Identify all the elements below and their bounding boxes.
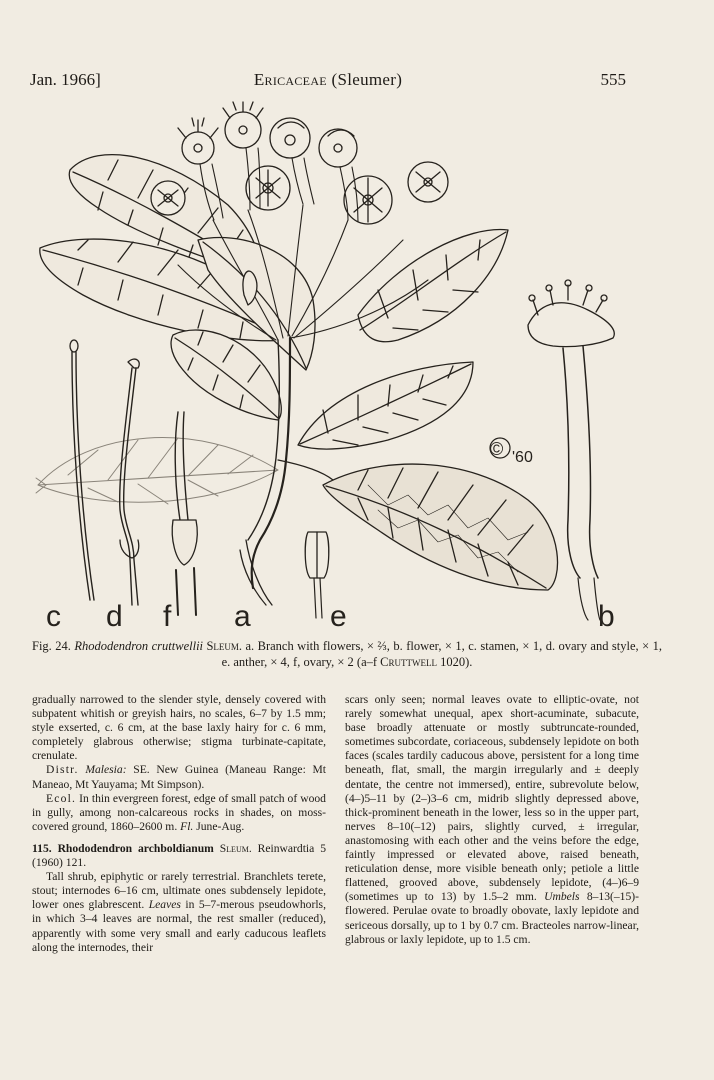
ecol-text: In thin evergreen forest, edge of small patch of wood in gully, among non-calcareous rocks in shades, on moss-covered ground, 1860–2600 m. [32, 791, 326, 833]
species-author: Sleum. [219, 841, 252, 855]
flower-1 [178, 118, 218, 164]
leaf-upper-right [358, 230, 508, 342]
leaves-text: in 5–7-merous pseudowhorls, in which 3–4 leaves are normal, the rest smaller (reduced), apparently with some very small and early caducous leaflets along the internodes, their [32, 898, 326, 954]
species-heading [32, 842, 326, 870]
flower-7 [408, 162, 448, 202]
label-e: e [330, 600, 347, 630]
artist-year: '60 [512, 449, 533, 466]
habit-text: Tall shrub, epiphytic or rarely terrestrial. Branchlets terete, stout; internodes 6–16 cm, ultimate ones subdensely lepidote, lower ones glabrescent. [32, 870, 326, 912]
label-d: d [106, 600, 123, 630]
paragraph-distribution [32, 763, 326, 791]
species-number: 115. [32, 841, 52, 855]
label-f: f [163, 600, 172, 630]
botanical-plate [28, 100, 636, 630]
caption-voucher-open: (a–f [356, 655, 378, 669]
artist-mark: © [490, 439, 504, 459]
fig-e-anther [305, 532, 329, 618]
fig-d-ovary-style [120, 359, 140, 605]
umbels-description: 8–13(–15)-flowered. Perulae ovate to broadly obovate, laxly lepidote and sericeous dorsally, up to 1 by 0.7 cm. Bracteoles narrow-linear, glabrous or laxly lepidote, up to 1.5 cm. [345, 890, 639, 946]
distr-label: Distr. [46, 763, 79, 777]
ecol-flowering-label: Fl. [180, 819, 194, 833]
issue-date: Jan. 1966] [30, 70, 101, 89]
page-number: 555 [600, 70, 626, 89]
caption-voucher-close: 1020). [440, 655, 473, 669]
flower-3 [270, 118, 310, 158]
flower-6 [344, 176, 392, 224]
species-name: Rhododendron archboldianum [57, 841, 214, 855]
ecol-flowering-text: June-Aug. [196, 819, 245, 833]
flower-8 [151, 181, 185, 215]
caption-species: Rhododendron cruttwellii [74, 639, 204, 653]
caption-author: Sleum. [206, 639, 243, 653]
text-column-left [32, 693, 326, 955]
species-reference: Reinwardtia 5 (1960) 121. [32, 841, 326, 870]
author-name: (Sleumer) [331, 70, 403, 89]
paragraph-leaves-cont [345, 693, 639, 947]
running-head [30, 70, 626, 94]
caption-part-f: f, ovary, × 2 [293, 655, 354, 669]
plate-drawing [28, 100, 636, 630]
distr-text: SE. New Guinea (Maneau Range: Mt Maneao, Mt Yauyama; Mt Simpson). [32, 763, 326, 791]
caption-part-e: e. anther, × 4, [221, 655, 290, 669]
umbels-label: Umbels [544, 890, 580, 904]
text-column-right [345, 693, 639, 947]
label-b: b [598, 600, 615, 630]
leaf-middle-left [171, 330, 281, 420]
paragraph-ecology [32, 792, 326, 834]
flower-4 [319, 129, 357, 167]
label-c: c [46, 600, 61, 630]
caption-collector: Cruttwell [380, 655, 437, 669]
caption-part-c: c. stamen, × 1, [468, 639, 543, 653]
fig-f-ovary [172, 412, 197, 615]
figure-caption [32, 638, 662, 670]
leaf-lower-right [323, 464, 558, 590]
caption-part-d: d. ovary and style, × 1, [545, 639, 662, 653]
ecol-label: Ecol. [46, 791, 77, 805]
family-name: Ericaceae [253, 70, 327, 89]
paragraph-description-end: gradually narrowed to the slender style, densely covered with subpatent whitish or greyish hairs, no scales, 6–7 by 1.5 mm; style exserted, c. 6 cm, at the base laxly hairy for c. 6 mm, completely glabrous otherwise; stigma turbinate-capitate, crenulate. [32, 693, 326, 763]
caption-part-a: a. Branch with flowers, × ⅔, [245, 639, 390, 653]
paragraph-habit [32, 870, 326, 955]
leaf-middle-right [298, 362, 473, 449]
leaves-description: scars only seen; normal leaves ovate to elliptic-ovate, not rarely somewhat unequal, apex short-acuminate, subacute, base broadly attenuate or mostly subtruncate-rounded, sometimes subcordate, coriaceous, subdensely lepidote on both faces (scales tardily caducous above, persistent for a long time beneath, flat, small, the margin irregularly and ± deeply dentate, the centre not immersed), entire, subrevolute below, (4–)5–11 by (2–)3–6 cm, midrib slightly depressed above, thick-prominent beneath in the lower, less so in the upper part, nerves 8–10(–12) pairs, slightly curved, ± irregular, anastomosing with each other and the veins before the edge, faintly impressed or elevated above, raised beneath, reticulation dense, more visible beneath only; petiole a little flattened, grooved above, subdensely lepidote, (4–)6–9 (sometimes up to 13) by 1.5–2 mm. [345, 693, 639, 904]
caption-part-b: b. flower, × 1, [393, 639, 465, 653]
flower-2 [223, 102, 263, 148]
running-title [30, 70, 626, 90]
background-leaf [36, 438, 278, 504]
flower-5 [246, 166, 290, 210]
fig-label: Fig. 24. [32, 639, 71, 653]
label-a: a [234, 600, 251, 630]
leaves-label: Leaves [148, 898, 181, 912]
distr-region: Malesia: [85, 763, 127, 777]
